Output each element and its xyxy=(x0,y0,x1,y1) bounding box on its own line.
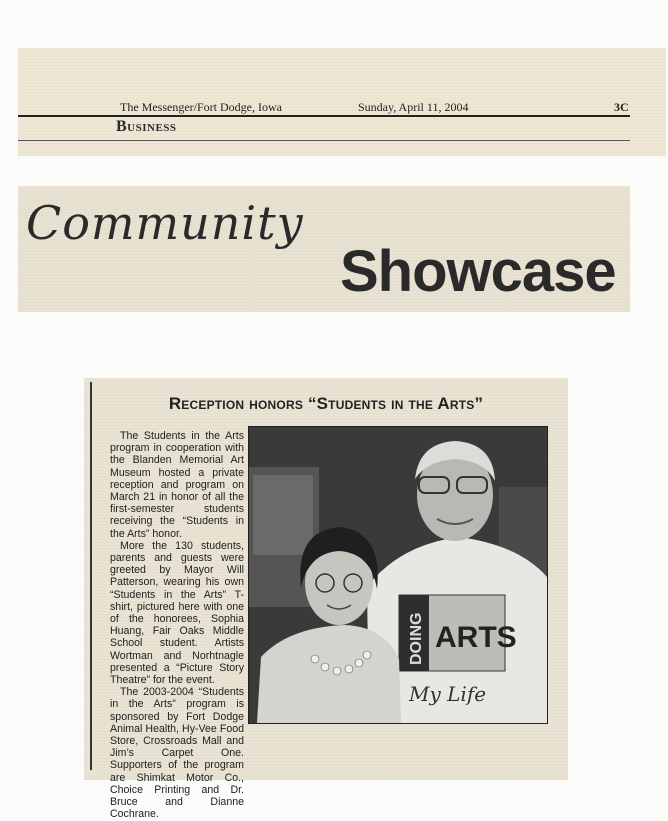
photo-illustration xyxy=(249,427,547,723)
shirt-word-script: My Life xyxy=(409,682,487,706)
community-showcase-banner xyxy=(18,186,630,312)
shirt-word-left: DOING xyxy=(408,612,425,665)
banner-bold-word: Showcase xyxy=(340,239,616,304)
masthead-rule-top xyxy=(18,115,630,117)
paper-date: Sunday, April 11, 2004 xyxy=(358,100,469,114)
article-clipping xyxy=(84,378,568,821)
article-paragraph: More the 130 students, parents and guests were greeted by Mayor Will Patterson, wearing his own “Students in the Arts” T-shirt, pictured here with one of the honorees, Sophia Huang, Fair Oaks Middle School student. Artists Wortman and Norhtnagle presented a “Picture Story Theatre” for the event. xyxy=(110,539,244,687)
article-column-rule xyxy=(90,382,92,770)
article-photo xyxy=(248,426,548,724)
article-body xyxy=(110,430,244,821)
article-paragraph: The 2003-2004 “Students in the Arts” program is sponsored by Fort Dodge Animal Health, Hy-Vee Food Store, Crossroads Mall and Jim’s Carpet One. Supporters of the program are Shimkat Motor Co., Choice Printing and Dr. Bruce and Dianne Cochrane. xyxy=(110,686,244,821)
page-number: 3C xyxy=(614,100,629,114)
paper-name: The Messenger/Fort Dodge, Iowa xyxy=(120,100,282,114)
masthead-rule-bottom xyxy=(18,140,630,141)
article-headline: Reception honors “Students in the Arts” xyxy=(168,394,484,413)
banner-script-word: Community xyxy=(26,196,304,250)
section-label: Business xyxy=(116,118,177,135)
article-paragraph: The Students in the Arts program in cooperation with the Blanden Memorial Art Museum hosted a private reception and program on March 21 in honor of all the first-semester students receiving the “Students in the Arts” honor. xyxy=(110,430,244,540)
shirt-word-main: ARTS xyxy=(435,621,517,654)
